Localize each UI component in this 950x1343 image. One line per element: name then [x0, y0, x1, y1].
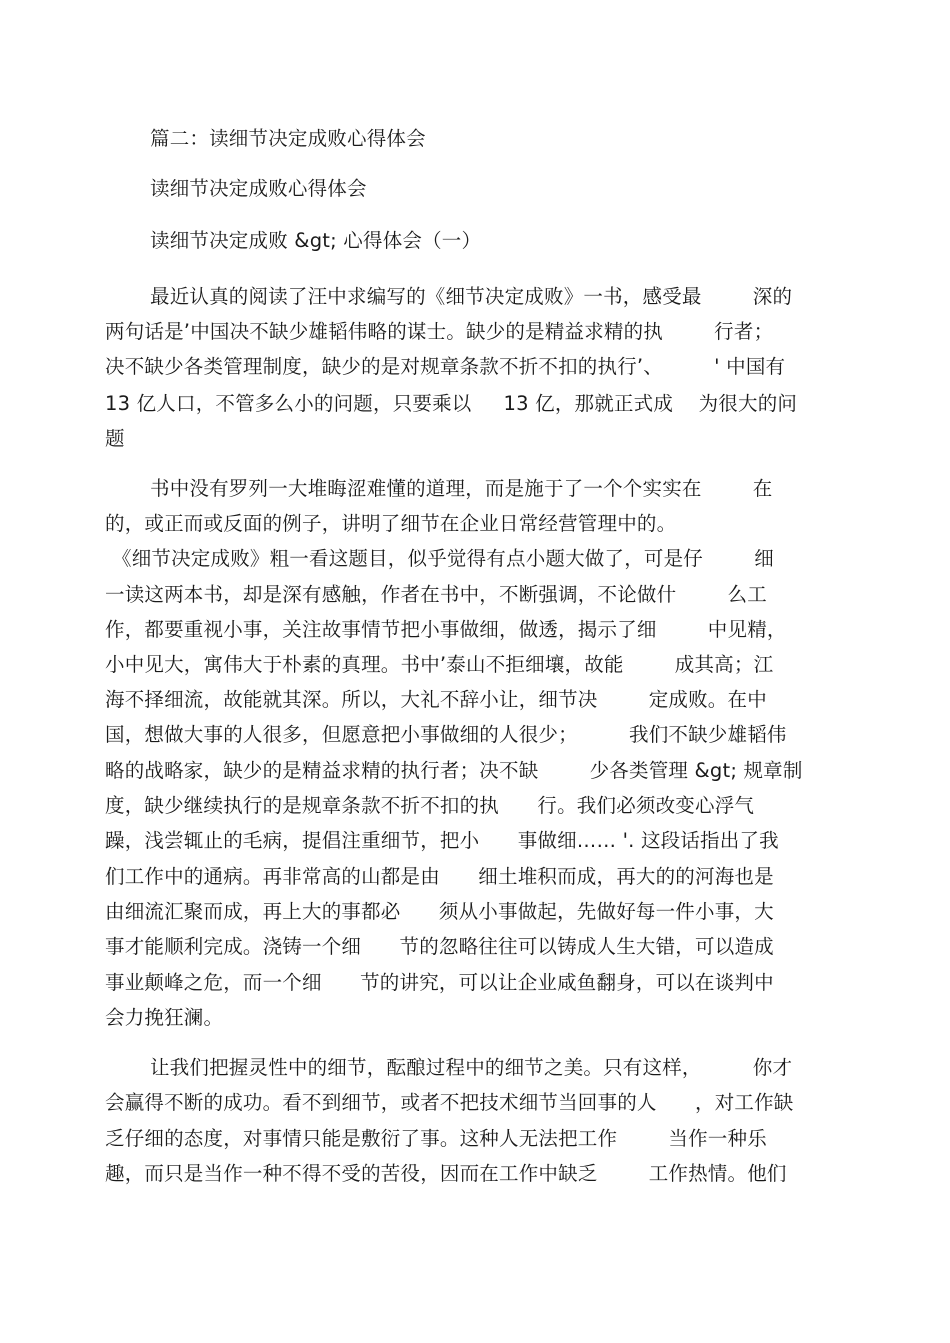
- paragraph-line: 度，缺少继续执行的是规章条款不折不扣的执 行。我们必须改变心浮气: [105, 794, 755, 817]
- paragraph-line: 乏仔细的态度，对事情只能是敷衍了事。这种人无法把工作 当作一种乐: [105, 1127, 767, 1150]
- paragraph-line: 事业颠峰之危，而一个细 节的讲究，可以让企业咸鱼翻身，可以在谈判中: [105, 971, 774, 994]
- paragraph-line: 《细节决定成败》粗一看这题目，似乎觉得有点小题大做了，可是仔 细: [112, 547, 774, 570]
- paragraph-line: 会赢得不断的成功。看不到细节，或者不把技术细节当回事的人 ，对工作缺: [105, 1091, 794, 1114]
- paragraph-line: 事才能顺利完成。浇铸一个细 节的忽略往往可以铸成人生大错，可以造成: [105, 935, 774, 958]
- paragraph-line: 书中没有罗列一大堆晦涩难懂的道理，而是施于了一个个实实在 在: [150, 477, 773, 500]
- paragraph-line: 会力挽狂澜。: [105, 1006, 224, 1029]
- paragraph-line: 小中见大，寓伟大于朴素的真理。书中’泰山不拒细壤，故能 成其高；江: [105, 653, 774, 676]
- paragraph-line: 躁，浅尝辄止的毛病，提倡注重细节，把小 事做细…… '. 这段话指出了我: [105, 829, 779, 852]
- paragraph-line: 国，想做大事的人很多，但愿意把小事做细的人很少； 我们不缺少雄韬伟: [105, 723, 787, 746]
- paragraph-line: 最近认真的阅读了汪中求编写的《细节决定成败》一书，感受最 深的: [150, 285, 793, 308]
- paragraph-line: 们工作中的通病。再非常高的山都是由 细土堆积而成，再大的的河海也是: [105, 865, 774, 888]
- paragraph-line: 让我们把握灵性中的细节，酝酿过程中的细节之美。只有这样， 你才: [150, 1056, 793, 1079]
- paragraph-line: 一读这两本书，却是深有感触，作者在书中，不断强调，不论做什 么工: [105, 583, 767, 606]
- paragraph-line: 决不缺少各类管理制度，缺少的是对规章条款不折不扣的执行’、 ' 中国有: [105, 355, 786, 378]
- paragraph-line: 趣，而只是当作一种不得不受的苦役，因而在工作中缺乏 工作热情。他们: [105, 1162, 787, 1185]
- paragraph-line: 作，都要重视小事，关注故事情节把小事做细，做透，揭示了细 中见精，: [105, 618, 787, 641]
- paragraph-line: 由细流汇聚而成，再上大的事都必 须从小事做起，先做好每一件小事，大: [105, 900, 774, 923]
- paragraph-line: 海不择细流，故能就其深。所以，大礼不辞小让，细节决 定成败。在中: [105, 688, 767, 711]
- heading-section: 篇二：读细节决定成败心得体会: [150, 127, 426, 150]
- paragraph-line: 13 亿人口，不管多么小的问题，只要乘以 13 亿，那就正式成 为很大的问: [105, 392, 798, 415]
- paragraph-line: 略的战略家，缺少的是精益求精的执行者；决不缺 少各类管理 &gt; 规章制: [105, 759, 803, 782]
- heading-subtitle: 读细节决定成败 &gt; 心得体会（一）: [150, 229, 482, 252]
- heading-title: 读细节决定成败心得体会: [150, 177, 367, 200]
- paragraph-line: 题: [105, 427, 125, 450]
- paragraph-line: 两句话是’中国决不缺少雄韬伟略的谋士。缺少的是精益求精的执 行者；: [105, 320, 774, 343]
- paragraph-line: 的，或正而或反面的例子，讲明了细节在企业日常经营管理中的。: [105, 512, 677, 535]
